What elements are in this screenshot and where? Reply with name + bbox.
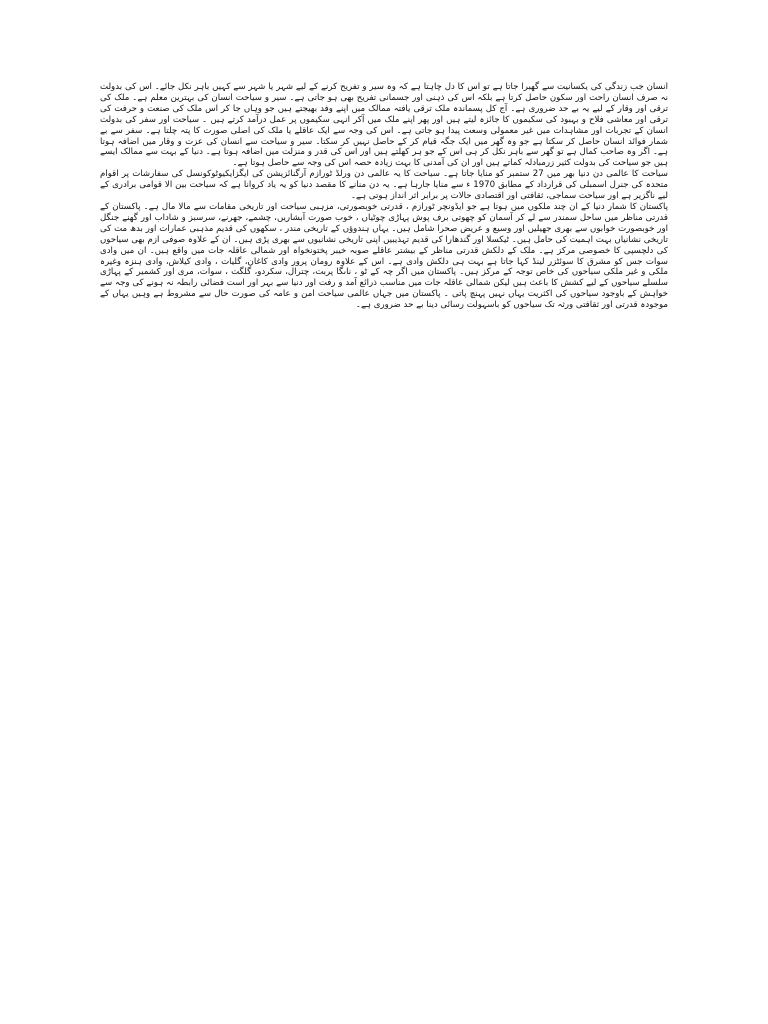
document-body — [100, 82, 668, 311]
paragraph-tourism-benefits: انسان جب زندگی کی یکسانیت سے گھبرا جاتا ہے تو اس کا دل چاہتا ہے کہ وہ سیر و تفریح کرنے کے لیے شہر یا شہر سے کہیں باہر نکل جائے۔ اس کی بدولت نہ صرف انسان راحت اور سکون حاصل کرتا ہے بلکہ اس کی ذہنی اور جسمانی تفریح بھی ہو جاتی ہے۔ سیر و سیاحت انسان کی بہترین معلم ہے۔ ملک کی ترقی اور وقار کے لیے یہ بے حد ضروری ہے۔ آج کل پسماندہ ملک ترقی یافتہ ممالک میں اپنے وفد بھیجتے ہیں جو وہاں جا کر اس ملک کی صنعت و حرفت کی ترقی اور معاشی فلاح و بہبود کی سکیموں کا جائزہ لیتے ہیں اور پھر اپنے ملک میں آکر انہی سکیموں پر عمل درآمد کرتے ہیں ۔ سیاحت اور سفر کی بدولت انسان کے تجربات اور مشاہدات میں غیر معمولی وسعت پیدا ہو جاتی ہے۔ اس کی وجہ سے ایک عاقلے یا ملک کی اصلی صورت کا پتہ چلتا ہے۔ سفر سے بے شمار فوائد انسان حاصل کر سکتا ہے جو وہ گھر میں ایک جگہ قیام کر کے حاصل نہیں کر سکتا۔ سیر و سیاحت سے انسان کی عزت و وقار میں اضافہ ہوتا ہے۔ اگر وہ صاحب کمال ہے تو گھر سے باہر نکل کر ہی اس کے جو ہر کھلتے ہیں اور اس کی قدر و منزلت میں اضافہ ہوتا ہے۔ دنیا کے بہت سے ممالک ایسے ہیں جو سیاحت کی بدولت کثیر زرمبادلہ کماتے ہیں اور ان کی آمدنی کا بہت زیادہ حصہ اس کی وجہ سے حاصل ہوتا ہے۔ — [100, 82, 668, 169]
paragraph-pakistan-tourism: پاکستان کا شمار دنیا کے ان چند ملکوں میں ہوتا ہے جو ایڈونچر ٹورازم ، قدرتی خوبصورتی، مزہبی سیاحت اور تاریخی مقامات سے مالا مال ہے۔ پاکستان کے قدرتی مناظر میں ساحل سمندر سے لے کر آسمان کو چھوتی برف پوش پہاڑی چوٹیاں ، خوب صورت آبشاریں، چشمے، جھرنے، سرسبز و شاداب اور گھنے جنگل اور خوبصورت خوابوں سے بھری جھیلیں اور وسیع و عریض صحرا شامل ہیں۔ یہاں ہندوؤں کے تاریخی مندر ، سکھوں کی قدیم مذہبی عمارات اور بدھ مت کی تاریخی نشانیاں بہت اہمیت کی حامل ہیں۔ ٹیکسلا اور گندھارا کی قدیم تہذیبیں اپنی تاریخی نشانیوں سے بھری پڑی ہیں۔ ان کے علاوہ صوفی ازم بھی سیاحوں کی دلچسپی کا خصوصی مرکز ہے۔ ملک کے دلکش قدرتی مناظر کے بیشتر عاقلے صوبہ خیبر پختونخواہ اور شمالی عاقلہ جات میں واقع ہیں۔ ان میں وادی سوات جس کو مشرق کا سوئٹزر لینڈ کہا جاتا ہے بہت ہی دلکش وادی ہے۔ اس کے علاوہ رومان پرور وادی کاغان، گلیات ، وادی کیلاش، وادی ہنزہ وغیرہ ملکی و غیر ملکی سیاحوں کی خاص توجہ کے مرکز ہیں۔ پاکستان میں اگر چہ کے ٹو ، ناںگا پربت، چترال، سکردو، گلگت ، سوات، مری اور کشمیر کے پہاڑی سلسلے سیاحوں کے لیے کشش کا باعث ہیں لیکن شمالی عاقلہ جات میں مناسب ذرائع آمد و رفت اور دنیا سے بہر اور است فضائی رابطہ نہ ہونے کی وجہ سے خواہش کے باوجود سیاحوں کی اکثریت یہاں نہیں پہنچ پاتی ۔ پاکستان میں جہاں عالمی سیاحت امن و عامہ کی صورت حال سے مشروط ہے وہیں یہاں کے موجودہ قدرتی اور ثقافتی ورثہ تک سیاحوں کو باسہولت رسائی دینا بے حد ضروری ہے۔ — [100, 201, 668, 311]
paragraph-world-tourism-day: سیاحت کا عالمی دن دنیا بھر میں 27 ستمبر کو منایا جاتا ہے۔ سیاحت کا یہ عالمی دن ورلڈ ٹورازم آرگنائزیشن کی ایگزایکیوٹوکونسل کی سفارشات پر اقوام متحدہ کی جنرل اسمبلی کی قرارداد کے مطابق 1970 ء سے منایا جارہا ہے۔ یہ دن منانے کا مقصد دنیا کو یہ یاد کروانا ہے کہ سیاحت بین الا قوامی برادری کے لیے ناگزیر ہے اور سیاحت سماجی، ثقافتی اور اقتصادی حالات پر برابر اثر انداز ہوتی ہے۔ — [100, 169, 668, 202]
